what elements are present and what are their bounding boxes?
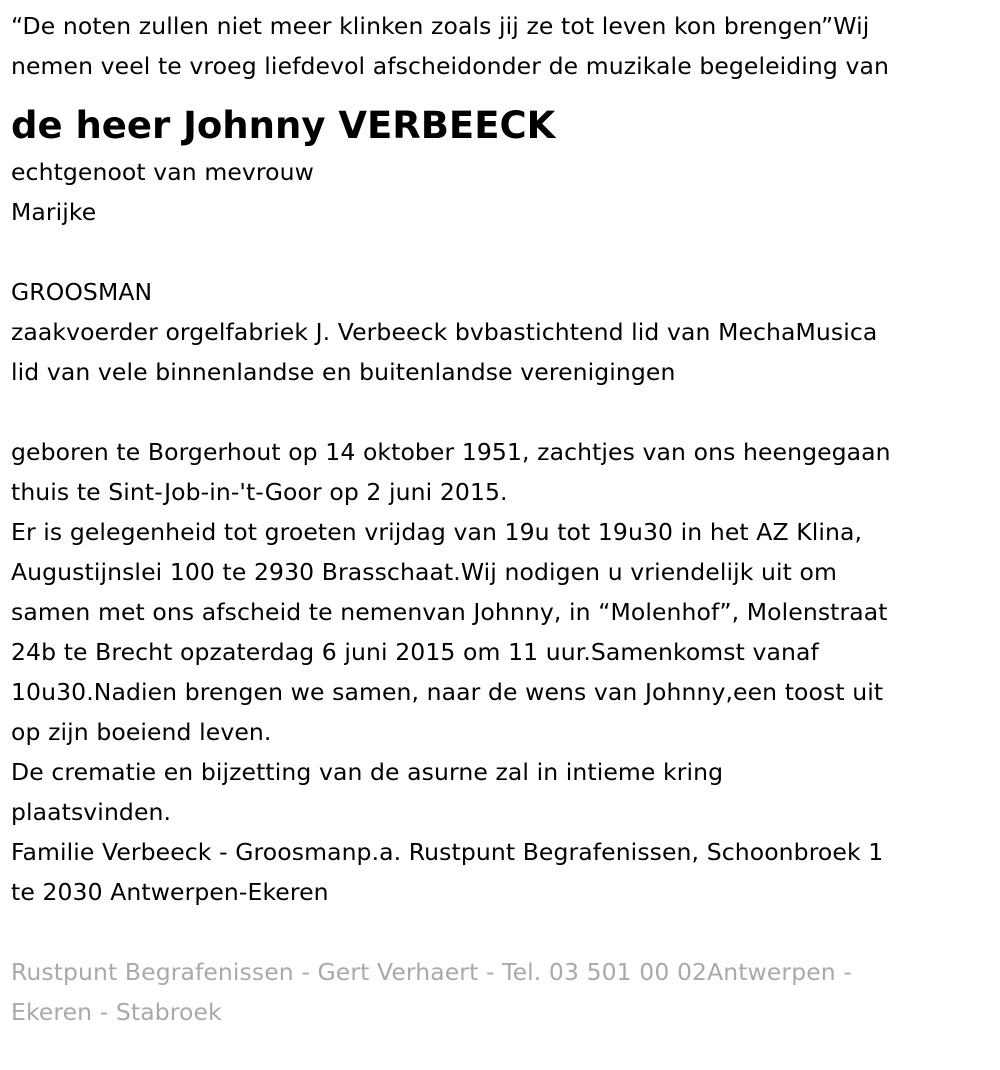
- spouse-surname: GROOSMAN: [11, 278, 153, 306]
- detail-line: Er is gelegenheid tot groeten vrijdag van 19u tot 19u30 in het AZ Klina,: [11, 518, 863, 546]
- detail-line: te 2030 Antwerpen-Ekeren: [11, 878, 329, 906]
- detail-line: thuis te Sint-Job-in-'t-Goor op 2 juni 2015.: [11, 478, 508, 506]
- detail-line: 24b te Brecht opzaterdag 6 juni 2015 om 11 uur.Samenkomst vanaf: [11, 638, 819, 666]
- intro-line: “De noten zullen niet meer klinken zoals jij ze tot leven kon brengen”Wij: [11, 12, 870, 40]
- roles-block: [11, 312, 989, 392]
- deceased-name: de heer Johnny VERBEECK: [11, 104, 556, 147]
- intro-line: nemen veel te vroeg liefdevol afscheidonder de muzikale begeleiding van: [11, 52, 890, 80]
- detail-line: Augustijnslei 100 te 2930 Brasschaat.Wij nodigen u vriendelijk uit om: [11, 558, 837, 586]
- detail-line: samen met ons afscheid te nemenvan Johnny, in “Molenhof”, Molenstraat: [11, 598, 888, 626]
- detail-line: Familie Verbeeck - Groosmanp.a. Rustpunt Begrafenissen, Schoonbroek 1: [11, 838, 884, 866]
- detail-line: 10u30.Nadien brengen we samen, naar de wens van Johnny,een toost uit: [11, 678, 884, 706]
- details-block: [11, 432, 989, 912]
- detail-line: geboren te Borgerhout op 14 oktober 1951, zachtjes van ons heengegaan: [11, 438, 891, 466]
- detail-line: De crematie en bijzetting van de asurne zal in intieme kring: [11, 758, 724, 786]
- spacer: [11, 392, 989, 432]
- obituary-page: [0, 6, 1000, 1070]
- spouse-first-name: Marijke: [11, 198, 97, 226]
- role-line: zaakvoerder orgelfabriek J. Verbeeck bvbastichtend lid van MechaMusica: [11, 318, 878, 346]
- footer-line: Ekeren - Stabroek: [11, 998, 222, 1026]
- role-line: lid van vele binnenlandse en buitenlandse verenigingen: [11, 358, 676, 386]
- spouse-block: [11, 152, 989, 312]
- detail-line: op zijn boeiend leven.: [11, 718, 272, 746]
- intro-quote: [11, 6, 989, 86]
- spacer: [11, 232, 989, 272]
- detail-line: plaatsvinden.: [11, 798, 172, 826]
- funeral-home-footer: [11, 952, 989, 1032]
- footer-line: Rustpunt Begrafenissen - Gert Verhaert - Tel. 03 501 00 02Antwerpen -: [11, 958, 852, 986]
- spouse-line: echtgenoot van mevrouw: [11, 158, 314, 186]
